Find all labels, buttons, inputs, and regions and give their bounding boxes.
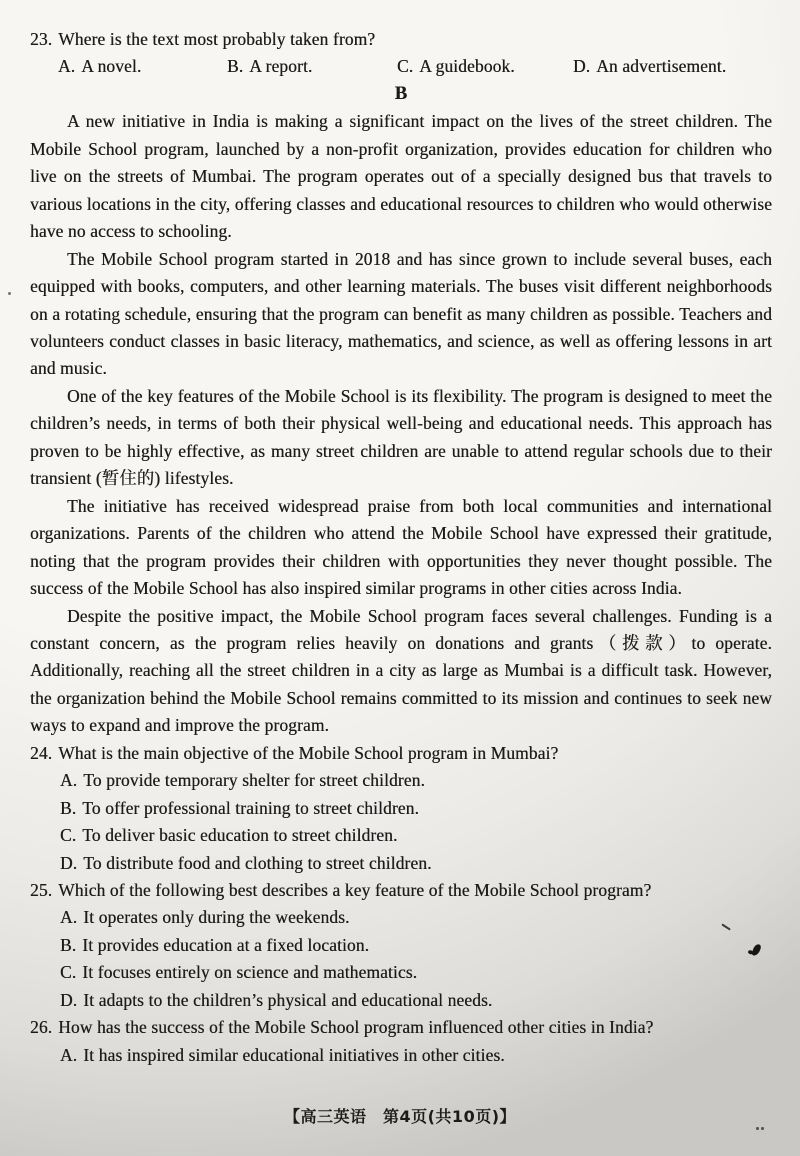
question-24-option-b	[30, 795, 772, 822]
question-23-option-b	[227, 53, 312, 80]
dust-dots-artifact	[756, 1127, 759, 1130]
passage-paragraph-5: Despite the positive impact, the Mobile School program faces several challenges. Funding is a constant concern, as the program relies heavily on donations and grants（拨款）to operate. Additionally, reaching all the street children in a city as large as Mumbai is a difficult task. However, the organization behind the Mobile School remains committed to its mission and continues to seek new ways to expand and improve the program.	[30, 605, 772, 736]
option-text: It operates only during the weekends.	[83, 907, 350, 928]
option-text: It focuses entirely on science and mathematics.	[82, 962, 418, 983]
passage-paragraph-4: The initiative has received widespread praise from both local communities and international organizations. Parents of the children who attend the Mobile School have expressed their gratitude, noting that the program provides their children with opportunities they never thought possible. The success of the Mobile School has also inspired similar programs in other cities across India.	[30, 495, 772, 599]
option-label: A.	[60, 1044, 78, 1065]
option-text: It has inspired similar educational initiatives in other cities.	[83, 1044, 505, 1065]
option-label: D.	[60, 989, 78, 1010]
question-23-option-d	[573, 53, 726, 80]
option-text: An advertisement.	[596, 56, 727, 77]
question-26	[30, 1014, 772, 1041]
question-25-option-b	[30, 932, 772, 959]
option-label: A.	[58, 56, 76, 77]
option-label: C.	[397, 56, 414, 77]
passage-paragraph-1: A new initiative in India is making a significant impact on the lives of the street children. The Mobile School program, launched by a non-profit organization, provides education for children who live on the streets of Mumbai. The program operates out of a specially designed bus that travels to various locations in the city, offering classes and educational resources to children who would otherwise have no access to schooling.	[30, 111, 772, 242]
passage-paragraph-2: The Mobile School program started in 2018 and has since grown to include several buses, each equipped with books, computers, and other learning materials. The buses visit different neighborhoods on a rotating schedule, ensuring that the program can benefit as many children as possible. Teachers and volunteers conduct classes in basic literacy, mathematics, and science, as well as offering lessons in art and music.	[30, 248, 772, 379]
question-24-option-d	[30, 850, 772, 877]
question-23-text: Where is the text most probably taken from?	[58, 29, 376, 49]
option-text: A guidebook.	[419, 56, 515, 77]
option-label: B.	[60, 797, 77, 818]
question-26-number: 26.	[30, 1017, 53, 1038]
question-23-number: 23.	[30, 29, 53, 49]
option-text: To offer professional training to street children.	[82, 797, 420, 818]
option-text: A novel.	[81, 56, 142, 77]
question-24-option-c	[30, 822, 772, 849]
question-26-option-a	[30, 1042, 772, 1069]
question-25-option-a	[30, 904, 772, 931]
option-text: To distribute food and clothing to street children.	[83, 852, 432, 873]
option-label: D.	[60, 852, 78, 873]
question-26-text: How has the success of the Mobile School program influenced other cities in India?	[58, 1017, 654, 1038]
question-24-option-a	[30, 767, 772, 794]
question-23-option-c	[397, 53, 515, 80]
option-text: It provides education at a fixed location.	[82, 934, 370, 955]
question-23	[30, 26, 772, 53]
question-23-options	[30, 53, 772, 80]
question-23-option-a	[58, 53, 141, 80]
option-label: B.	[60, 934, 77, 955]
question-25-number: 25.	[30, 880, 53, 901]
option-text: A report.	[249, 56, 313, 77]
option-text: To deliver basic education to street children.	[82, 825, 398, 846]
question-25-option-c	[30, 959, 772, 986]
question-25	[30, 877, 772, 904]
page-footer: 【高三英语 第4页(共10页)】	[283, 1107, 517, 1126]
option-label: C.	[60, 962, 77, 983]
passage-paragraph-3: One of the key features of the Mobile School is its flexibility. The program is designed to meet the children’s needs, in terms of both their physical well-being and educational needs. This approach has proven to be highly effective, as many street children are unable to attend regular schools due to their transient (暂住的) lifestyles.	[30, 385, 772, 489]
question-24-text: What is the main objective of the Mobile School program in Mumbai?	[58, 742, 559, 763]
option-label: D.	[573, 56, 591, 77]
question-24-number: 24.	[30, 742, 53, 763]
question-25-option-d	[30, 987, 772, 1014]
option-text: It adapts to the children’s physical and educational needs.	[83, 989, 493, 1010]
question-24	[30, 740, 772, 767]
option-label: A.	[60, 907, 78, 928]
option-text: To provide temporary shelter for street children.	[83, 770, 425, 791]
question-25-text: Which of the following best describes a key feature of the Mobile School program?	[58, 880, 652, 901]
option-label: C.	[60, 825, 77, 846]
option-label: B.	[227, 56, 244, 77]
option-label: A.	[60, 770, 78, 791]
section-b-header: B	[394, 83, 408, 104]
margin-dot-artifact	[8, 292, 11, 295]
